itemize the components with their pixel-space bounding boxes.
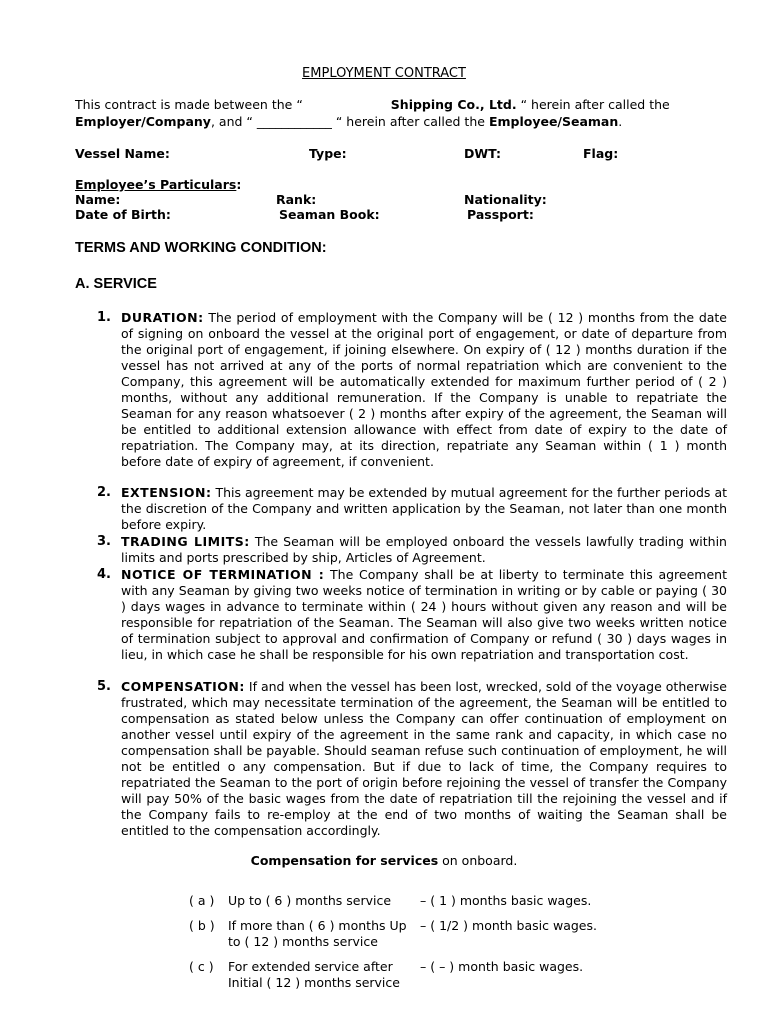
clause-number: 4. (97, 567, 111, 582)
clause-text: The Seaman will be employed onboard the vessels lawfully trading within limits and ports prescribed by ship, Articles of Agreement. (121, 534, 727, 565)
clause-number: 2. (97, 485, 111, 500)
clause-label: COMPENSATION: (121, 679, 245, 694)
vessel-dwt-label: DWT: (464, 146, 502, 161)
clause-number: 1. (97, 310, 111, 325)
clause-number: 5. (97, 679, 111, 694)
name-label: Name: (75, 192, 121, 207)
clause-text: The Company shall be at liberty to terminate this agreement with any Seaman by giving two weeks notice of termination in writing or by cable or paying ( 30 ) days wages in advance to terminate within ( 24 ) hours without given any reason and will be responsible for repatriation of the Seaman. The Seaman will also give two weeks written notice of termination subject to approval and confirmation of Company or refund ( 30 ) days wages in lieu, in which case he shall be responsible for his own repatriation and transportation cost. (121, 567, 727, 662)
intro-line-2: Employer/Company, and “ ____________ “ herein after called the Employee/Seaman. (75, 114, 623, 129)
terms-heading: TERMS AND WORKING CONDITION: (75, 240, 327, 256)
row-condition: Up to ( 6 ) months service (228, 893, 392, 908)
clause-label: DURATION: (121, 310, 204, 325)
clause-label: NOTICE OF TERMINATION : (121, 567, 325, 582)
rank-label: Rank: (276, 192, 317, 207)
clause-compensation (97, 679, 727, 839)
section-a-heading: A. SERVICE (75, 276, 157, 292)
clause-label: EXTENSION: (121, 485, 212, 500)
dob-label: Date of Birth: (75, 207, 171, 222)
row-condition: If more than ( 6 ) months Up to ( 12 ) months service (228, 918, 407, 949)
compensation-heading: Compensation for services on onboard. (250, 853, 518, 868)
row-marker: ( c ) (189, 959, 214, 974)
vessel-type-label: Type: (309, 146, 347, 161)
company-name: Shipping Co., Ltd. (390, 97, 517, 112)
nationality-label: Nationality: (464, 192, 547, 207)
seaman-book-label: Seaman Book: (279, 207, 380, 222)
row-marker: ( a ) (189, 893, 215, 908)
row-marker: ( b ) (189, 918, 215, 933)
clause-text: The period of employment with the Company will be ( 12 ) months from the date of signing on onboard the vessel at the original port of engagement, or date of departure from the original port of engagement, if joining elsewhere. On expiry of ( 12 ) months duration if the vessel has not arrived at any of the ports of normal repatriation which are convenient to the Company, this agreement will be automatically extended for maximum further period of ( 2 ) months, without any additional remuneration. If the Company is unable to repatriate the Seaman for any reason whatsoever ( 2 ) months after expiry of the agreement, the Seaman will be entitled to additional extension allowance with effect from date of expiry to the date of repatriation. The Company may, at its direction, repatriate any Seaman within ( 1 ) month before date of expiry of agreement, if convenient. (121, 310, 727, 469)
clause-text: This agreement may be extended by mutual agreement for the further periods at the discretion of the Company and written application by the Seaman, not later than one month before expiry. (121, 485, 727, 532)
clause-duration (97, 310, 727, 470)
intro-line-1: This contract is made between the “ Shipping Co., Ltd. “ herein after called the (75, 97, 670, 112)
vessel-flag-label: Flag: (583, 146, 619, 161)
contract-title: EMPLOYMENT CONTRACT (302, 66, 466, 81)
clause-notice-of-termination (97, 567, 727, 663)
clause-number: 3. (97, 534, 111, 549)
clause-extension (97, 485, 727, 533)
clause-text: If and when the vessel has been lost, wrecked, sold of the voyage otherwise frustrated, which may necessitate termination of the agreement, the Seaman will be entitled to compensation as stated below unless the Company can offer continuation of employment on another vessel until expiry of the agreement in the same rank and capacity, in which case no compensation shall be payable. Should seaman refuse such continuation of employment, he will not be entitled o any compensation. But if due to lack of time, the Company requires to repatriated the Seaman to the port of origin before rejoining the vessel of transfer the Company will pay 50% of the basic wages from the date of repatriation till the rejoining the vessel and if the Company fails to re-employ at the end of two months of waiting the Seaman shall be entitled to the compensation accordingly. (121, 679, 727, 838)
clause-trading-limits (97, 534, 727, 566)
row-wage: – ( 1/2 ) month basic wages. (420, 918, 597, 933)
vessel-name-label: Vessel Name: (75, 146, 170, 161)
row-condition: For extended service after Initial ( 12 ) months service (228, 959, 400, 990)
particulars-heading: Employee’s Particulars: (75, 177, 242, 192)
row-wage: – ( 1 ) months basic wages. (420, 893, 592, 908)
clause-label: TRADING LIMITS: (121, 534, 250, 549)
row-wage: – ( – ) month basic wages. (420, 959, 584, 974)
passport-label: Passport: (467, 207, 534, 222)
